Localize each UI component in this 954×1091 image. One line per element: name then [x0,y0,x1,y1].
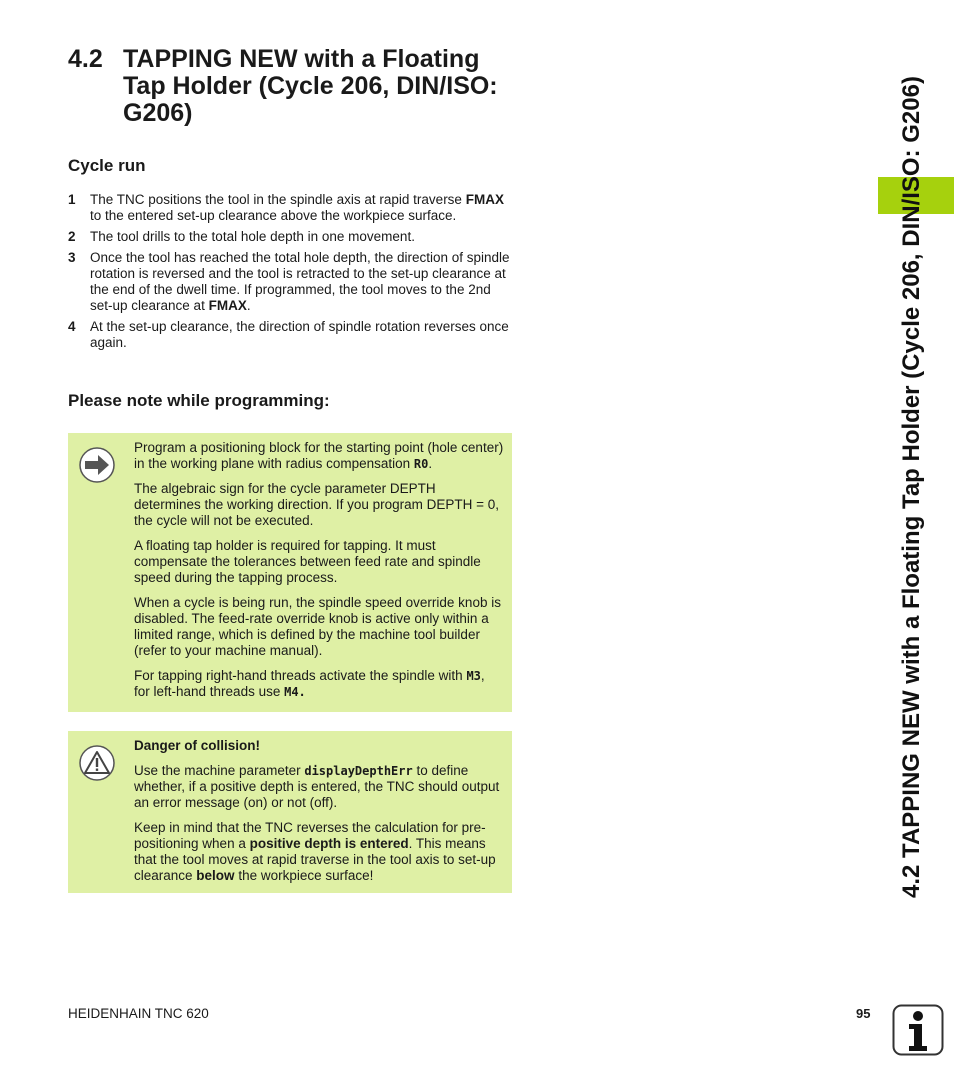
list-item [68,192,513,224]
page-number: 95 [856,1006,871,1021]
info-icon [892,1004,944,1061]
step-number: 3 [68,250,76,265]
side-running-title: 4.2 TAPPING NEW with a Floating Tap Holder (Cycle 206, DIN/ISO: G206) [898,76,925,898]
step-number: 2 [68,229,76,244]
note-paragraph: The algebraic sign for the cycle parameter DEPTH determines the working direction. If you program DEPTH = 0, the cycle will not be executed. [134,481,500,528]
cycle-run-steps [68,192,513,356]
step-text: Once the tool has reached the total hole depth, the direction of spindle rotation is reversed and the tool is retracted to the set-up clearance at the end of the dwell time. If programmed, the tool moves to the 2nd set-up clearance at FMAX. [90,250,510,313]
step-number: 4 [68,319,76,334]
footer-product: HEIDENHAIN TNC 620 [68,1006,209,1021]
section-title-text: TAPPING NEW with a Floating Tap Holder (Cycle 206, DIN/ISO: G206) [123,45,498,127]
section-title [68,46,528,127]
warning-icon [78,744,116,787]
list-item [68,229,513,245]
danger-paragraph: Keep in mind that the TNC reverses the calculation for pre-positioning when a positive depth is entered. This means that the tool moves at rapid traverse in the tool axis to set-up clearance below the workpiece surface! [134,820,496,883]
programming-notes-box [68,433,512,712]
danger-title: Danger of collision! [134,738,261,753]
list-item [68,319,513,351]
note-paragraph: When a cycle is being run, the spindle speed override knob is disabled. The feed-rate override knob is active only within a limited range, which is defined by the machine tool builder (refer to your machine manual). [134,595,501,658]
danger-box [68,731,512,893]
step-text: At the set-up clearance, the direction of spindle rotation reverses once again. [90,319,509,350]
note-paragraph: A floating tap holder is required for tapping. It must compensate the tolerances between feed rate and spindle speed during the tapping process. [134,538,481,585]
cycle-run-heading: Cycle run [68,156,146,175]
note-paragraph: For tapping right-hand threads activate the spindle with M3, for left-hand threads use M4. [134,668,485,699]
note-paragraph: Program a positioning block for the starting point (hole center) in the working plane with radius compensation R0. [134,440,504,471]
arrow-right-icon [78,446,116,489]
step-text: The TNC positions the tool in the spindle axis at rapid traverse FMAX to the entered set-up clearance above the workpiece surface. [90,192,504,223]
section-number: 4.2 [68,45,103,73]
list-item [68,250,513,314]
notes-heading: Please note while programming: [68,391,330,410]
step-text: The tool drills to the total hole depth in one movement. [90,229,415,244]
step-number: 1 [68,192,76,207]
danger-paragraph: Use the machine parameter displayDepthErr to define whether, if a positive depth is entered, the TNC should output an error message (on) or not (off). [134,763,500,810]
